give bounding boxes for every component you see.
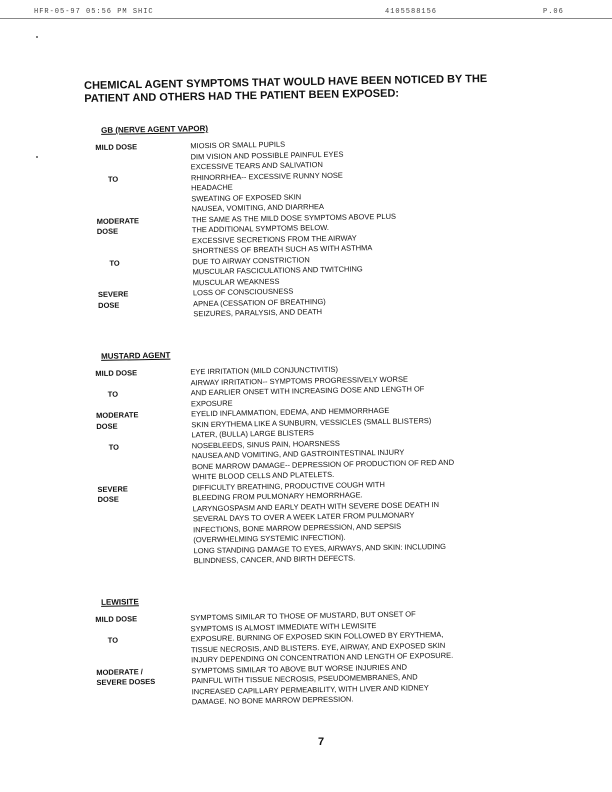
section-lewisite — [95, 591, 517, 710]
symptom-line: EYE IRRITATION (MILD CONJUNCTIVITIS) — [190, 364, 339, 377]
symptom-line: BONE MARROW DAMAGE-- DEPRESSION OF PRODUCTION OF RED AND — [191, 457, 455, 471]
symptom-line: DIM VISION AND POSSIBLE PAINFUL EYES — [190, 149, 344, 161]
dose-labels — [95, 141, 193, 321]
symptom-line: DUE TO AIRWAY CONSTRICTION — [192, 254, 310, 266]
section-heading: MUSTARD AGENT — [100, 350, 171, 361]
page-number: 7 — [318, 736, 325, 748]
dose-label: MILD DOSE — [95, 368, 138, 378]
symptom-lines — [190, 608, 517, 708]
dose-label: MODERATE / — [96, 666, 143, 677]
symptom-table — [95, 608, 517, 710]
symptom-line: SHORTNESS OF BREATH SUCH AS WITH ASTHMA — [192, 243, 373, 256]
symptom-line: WHITE BLOOD CELLS AND PLATELETS. — [192, 469, 335, 482]
symptom-line: NOSEBLEEDS, SINUS PAIN, HOARSNESS — [191, 438, 340, 450]
dose-labels — [95, 367, 193, 568]
dose-label: MODERATE — [96, 215, 140, 226]
symptom-line: THE ADDITIONAL SYMPTOMS BELOW. — [191, 222, 329, 235]
dose-label: MILD DOSE — [95, 142, 138, 152]
fax-header-rule — [0, 18, 612, 19]
dose-label: TO — [109, 258, 120, 268]
dose-label: SEVERE DOSES — [96, 676, 156, 687]
symptom-line: PAINFUL WITH TISSUE NECROSIS, PSEUDOMEMBRANES, AND — [191, 672, 418, 686]
dose-label: DOSE — [96, 226, 119, 236]
symptom-line: AND EARLIER ONSET WITH INCREASING DOSE AND LENGTH OF — [190, 384, 425, 398]
dose-label: SEVERE — [97, 483, 128, 494]
symptom-line: SYMPTOMS IS ALMOST IMMEDIATE WITH LEWISITE — [190, 620, 377, 633]
symptom-line: NAUSEA, VOMITING, AND DIARRHEA — [191, 202, 325, 214]
symptom-line: EXCESSIVE SECRETIONS FROM THE AIRWAY — [191, 232, 357, 245]
symptom-line: AIRWAY IRRITATION-- SYMPTOMS PROGRESSIVELY WORSE — [190, 374, 408, 387]
fax-header-left: HFR-05-97 05:56 PM SHIC — [34, 8, 154, 16]
dose-label: DOSE — [96, 421, 118, 431]
symptom-line: LATER, (BULLA) LARGE BLISTERS — [191, 428, 314, 440]
section-gb-nerve-agent — [95, 119, 518, 322]
symptom-line: SYMPTOMS SIMILAR TO THOSE OF MUSTARD, BUT ONSET OF — [190, 609, 416, 623]
symptom-line: EYELID INFLAMMATION, EDEMA, AND HEMMORRHAGE — [191, 405, 390, 419]
symptom-line: LARYNGOSPASM AND EARLY DEATH WITH SEVERE DOSE DEATH IN — [192, 499, 440, 513]
symptom-line: DIFFICULTY BREATHING, PRODUCTIVE COUGH WITH — [192, 479, 385, 492]
dose-label-spacer — [98, 309, 193, 321]
symptom-line: SEIZURES, PARALYSIS, AND DEATH — [193, 307, 323, 319]
symptom-line: TISSUE NECROSIS, AND BLISTERS. EYE, AIRWAY, AND EXPOSED SKIN — [190, 640, 446, 654]
symptom-line: DAMAGE. NO BONE MARROW DEPRESSION. — [191, 694, 354, 707]
dose-label: TO — [107, 635, 119, 645]
fax-header-number: 4105588156 — [385, 8, 438, 16]
dose-label: MODERATE — [96, 410, 139, 420]
symptom-line: INCREASED CAPILLARY PERMEABILITY, WITH LIVER AND KIDNEY — [191, 682, 429, 696]
symptom-line: MIOSIS OR SMALL PUPILS — [190, 139, 286, 151]
symptom-line: LONG STANDING DAMAGE TO EYES, AIRWAYS, AND SKIN: INCLUDING — [193, 541, 446, 555]
symptom-line: HEADACHE — [191, 182, 233, 193]
symptom-line: INJURY DEPENDING ON CONCENTRATION AND LENGTH OF EXPOSURE. — [191, 650, 454, 665]
symptom-line: EXPOSURE — [190, 398, 233, 408]
symptom-line: LOSS OF CONSCIOUSNESS — [192, 286, 294, 298]
symptom-table — [95, 136, 518, 322]
symptom-line: MUSCULAR FASCICULATIONS AND TWITCHING — [192, 264, 363, 277]
symptom-line: SKIN ERYTHEMA LIKE A SUNBURN, VESSICLES (SMALL BLISTERS) — [191, 415, 432, 429]
section-heading: LEWISITE — [100, 597, 139, 607]
dose-label-spacer — [97, 697, 192, 709]
symptom-line: BLINDNESS, CANCER, AND BIRTH DEFECTS. — [193, 553, 356, 566]
dose-labels — [95, 613, 192, 709]
dose-label-spacer — [99, 556, 194, 568]
symptom-line: BLEEDING FROM PULMONARY HEMORRHAGE. — [192, 490, 363, 503]
section-heading: GB (NERVE AGENT VAPOR) — [100, 124, 209, 135]
symptom-line: SWEATING OF EXPOSED SKIN — [191, 191, 302, 203]
dose-label: SEVERE — [97, 289, 129, 299]
scan-speck — [36, 36, 38, 38]
symptom-line: APNEA (CESSATION OF BREATHING) — [193, 296, 326, 308]
symptom-line: EXPOSURE. BURNING OF EXPOSED SKIN FOLLOWED BY ERYTHEMA, — [190, 629, 444, 644]
dose-label: TO — [107, 389, 119, 399]
dose-label: TO — [107, 174, 119, 184]
symptom-lines — [190, 362, 518, 567]
symptom-line: EXCESSIVE TEARS AND SALIVATION — [190, 160, 323, 172]
dose-label: MILD DOSE — [95, 614, 138, 624]
symptom-table — [95, 362, 518, 569]
symptom-line: NAUSEA AND VOMITING, AND GASTROINTESTINAL INJURY — [191, 447, 405, 461]
symptom-line: MUSCULAR WEAKNESS — [192, 276, 280, 287]
scan-speck — [36, 156, 38, 158]
dose-label: DOSE — [98, 300, 120, 310]
symptom-line: THE SAME AS THE MILD DOSE SYMPTOMS ABOVE PLUS — [191, 211, 397, 224]
symptom-line: SEVERAL DAYS TO OVER A WEEK LATER FROM PULMONARY — [192, 510, 415, 524]
dose-label: DOSE — [97, 494, 119, 504]
symptom-line: SYMPTOMS SIMILAR TO ABOVE BUT WORSE INJURIES AND — [191, 662, 408, 675]
dose-label: TO — [108, 442, 120, 452]
symptom-line: (OVERWHELMING SYSTEMIC INFECTION). — [193, 532, 346, 545]
section-mustard-agent — [95, 345, 519, 569]
symptom-line: RHINORRHEA-- EXCESSIVE RUNNY NOSE — [190, 170, 343, 182]
symptom-lines — [190, 136, 518, 320]
symptom-line: INFECTIONS, BONE MARROW DEPRESSION, AND SEPSIS — [193, 521, 402, 534]
page-title: CHEMICAL AGENT SYMPTOMS THAT WOULD HAVE BEEN NOTICED BY THE PATIENT AND OTHERS HAD THE PATIENT BEEN EXPOSED: — [84, 72, 488, 105]
fax-header-page: P.06 — [543, 8, 564, 16]
